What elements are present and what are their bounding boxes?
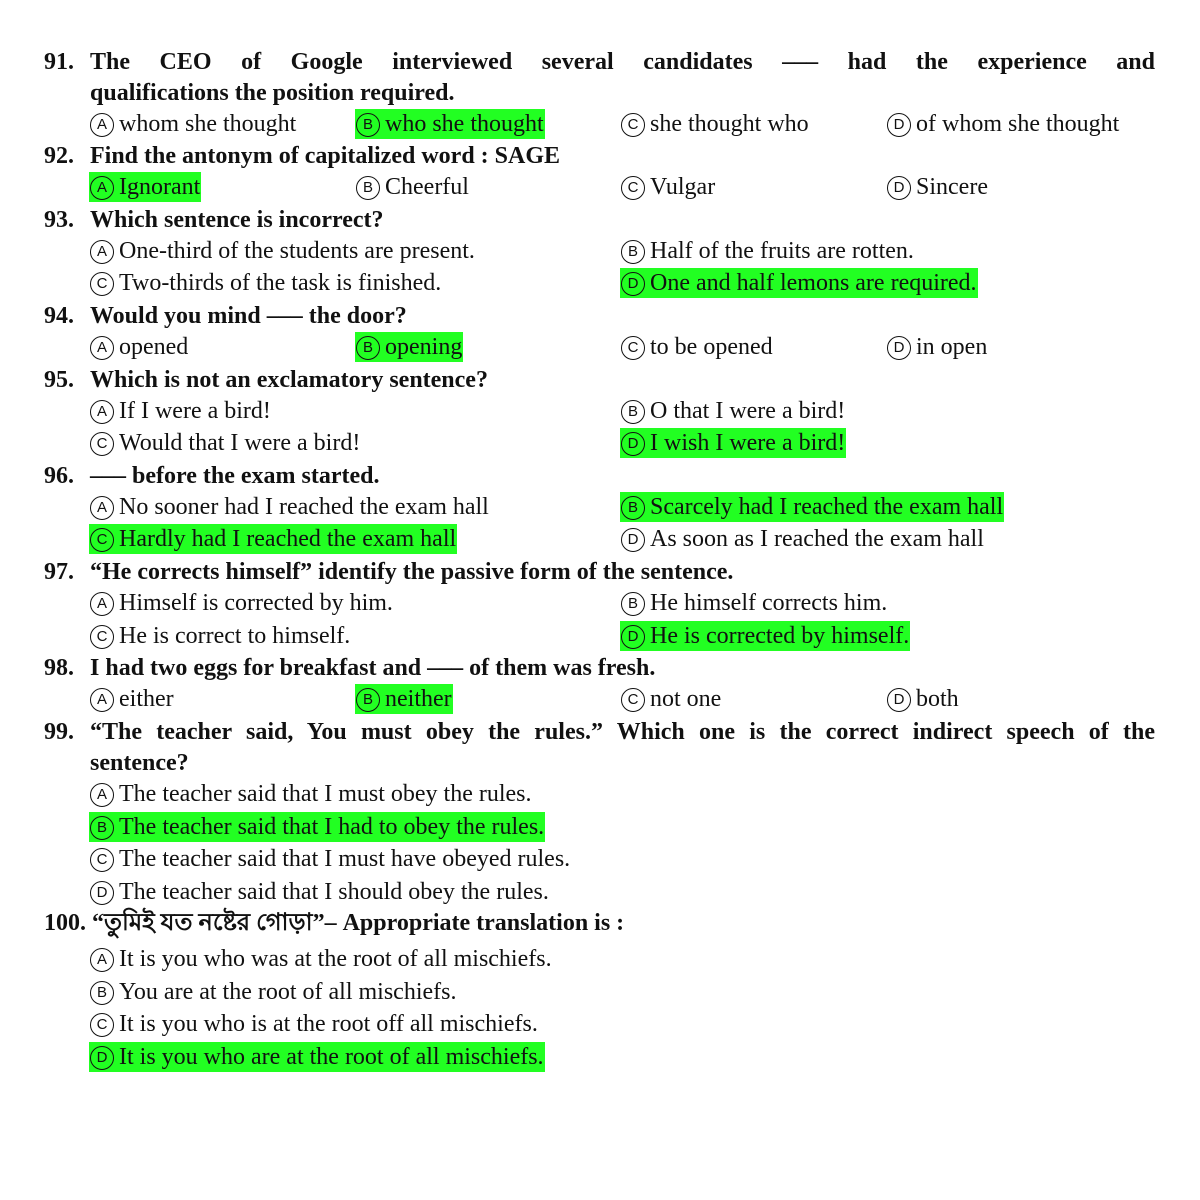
option-text: O that I were a bird!	[650, 398, 846, 424]
question-text: “He corrects himself” identify the passive form of the sentence.	[90, 559, 734, 585]
option-b-correct[interactable]	[355, 332, 463, 362]
option-letter: C	[90, 432, 114, 456]
option-a[interactable]	[89, 109, 297, 139]
option-letter: C	[90, 272, 114, 296]
option-letter: C	[90, 1013, 114, 1037]
option-letter: C	[621, 688, 645, 712]
option-b[interactable]	[620, 396, 846, 426]
question-text: ––– before the exam started.	[90, 463, 380, 489]
option-d[interactable]	[620, 524, 985, 554]
option-a-correct[interactable]	[89, 172, 201, 202]
option-letter: D	[621, 625, 645, 649]
option-text: not one	[650, 686, 722, 712]
option-letter: B	[356, 336, 380, 360]
question-number: 94.	[44, 303, 74, 329]
option-b-correct[interactable]	[89, 812, 545, 842]
question-number: 97.	[44, 559, 74, 585]
option-text: in open	[916, 334, 988, 360]
option-text: neither	[385, 686, 452, 712]
option-letter: D	[621, 528, 645, 552]
option-text: Hardly had I reached the exam hall	[119, 526, 457, 552]
option-text: One and half lemons are required.	[650, 270, 977, 296]
option-d[interactable]	[886, 172, 989, 202]
question-text-cont: qualifications the position required.	[90, 80, 455, 106]
question-number: 98.	[44, 655, 74, 681]
question-number: 99.	[44, 719, 74, 745]
option-text: He is corrected by himself.	[650, 623, 910, 649]
question-text: The CEO of Google interviewed several candidates ––– had the experience and	[90, 49, 1155, 75]
option-text: opening	[385, 334, 463, 360]
option-text: whom she thought	[119, 111, 297, 137]
option-c[interactable]	[89, 844, 571, 874]
option-text: The teacher said that I had to obey the rules.	[119, 814, 545, 840]
option-letter: D	[621, 432, 645, 456]
option-letter: B	[621, 592, 645, 616]
question-number: 93.	[44, 207, 74, 233]
option-c[interactable]	[89, 1009, 539, 1039]
option-a[interactable]	[89, 588, 394, 618]
option-letter: C	[90, 625, 114, 649]
option-letter: D	[887, 336, 911, 360]
option-text: It is you who was at the root of all mischiefs.	[119, 946, 552, 972]
option-c[interactable]	[89, 268, 442, 298]
option-letter: B	[621, 400, 645, 424]
question-number: 92.	[44, 143, 74, 169]
option-text: Half of the fruits are rotten.	[650, 238, 914, 264]
option-letter: B	[356, 688, 380, 712]
option-d-correct[interactable]	[620, 268, 978, 298]
option-letter: A	[90, 948, 114, 972]
option-text: I wish I were a bird!	[650, 430, 846, 456]
option-text: Two-thirds of the task is finished.	[119, 270, 442, 296]
option-text: No sooner had I reached the exam hall	[119, 494, 489, 520]
option-text: who she thought	[385, 111, 544, 137]
option-a[interactable]	[89, 332, 189, 362]
option-letter: C	[621, 336, 645, 360]
option-a[interactable]	[89, 492, 490, 522]
option-c[interactable]	[89, 428, 361, 458]
option-d[interactable]	[89, 877, 550, 907]
option-text: she thought who	[650, 111, 809, 137]
option-text: It is you who are at the root of all mischiefs.	[119, 1044, 544, 1070]
option-text: If I were a bird!	[119, 398, 271, 424]
question-text-cont: sentence?	[90, 750, 189, 776]
option-text: to be opened	[650, 334, 773, 360]
option-text: The teacher said that I must obey the rules.	[119, 781, 532, 807]
question-number: 95.	[44, 367, 74, 393]
question-text: Would you mind ––– the door?	[90, 303, 407, 329]
option-c[interactable]	[620, 109, 810, 139]
question-text: Which is not an exclamatory sentence?	[90, 367, 488, 393]
option-a[interactable]	[89, 396, 272, 426]
option-letter: D	[887, 113, 911, 137]
option-text: As soon as I reached the exam hall	[650, 526, 984, 552]
option-letter: B	[90, 816, 114, 840]
option-b[interactable]	[89, 977, 458, 1007]
option-c[interactable]	[620, 684, 722, 714]
option-text: The teacher said that I must have obeyed rules.	[119, 846, 571, 872]
option-letter: C	[621, 113, 645, 137]
option-letter: B	[621, 496, 645, 520]
option-letter: D	[90, 881, 114, 905]
option-letter: A	[90, 688, 114, 712]
option-letter: D	[887, 176, 911, 200]
option-letter: A	[90, 592, 114, 616]
option-a[interactable]	[89, 779, 533, 809]
option-letter: B	[356, 113, 380, 137]
option-text: either	[119, 686, 174, 712]
option-letter: B	[621, 240, 645, 264]
option-text: You are at the root of all mischiefs.	[119, 979, 457, 1005]
option-c[interactable]	[620, 172, 716, 202]
option-letter: B	[90, 981, 114, 1005]
question-text: Which sentence is incorrect?	[90, 207, 384, 233]
option-letter: C	[90, 848, 114, 872]
question-number: 100.	[44, 910, 86, 936]
option-c[interactable]	[89, 621, 351, 651]
option-text: It is you who is at the root off all mischiefs.	[119, 1011, 538, 1037]
option-text: Ignorant	[119, 174, 201, 200]
option-letter: B	[356, 176, 380, 200]
option-letter: A	[90, 240, 114, 264]
option-b[interactable]	[620, 236, 915, 266]
option-letter: A	[90, 176, 114, 200]
option-letter: A	[90, 113, 114, 137]
option-c[interactable]	[620, 332, 774, 362]
option-d-correct[interactable]	[620, 428, 846, 458]
question-number: 96.	[44, 463, 74, 489]
option-b[interactable]	[620, 588, 888, 618]
option-text: He is correct to himself.	[119, 623, 351, 649]
question-number: 91.	[44, 49, 74, 75]
option-b-correct[interactable]	[620, 492, 1004, 522]
option-letter: D	[887, 688, 911, 712]
option-letter: D	[621, 272, 645, 296]
option-letter: C	[621, 176, 645, 200]
option-text: Vulgar	[650, 174, 716, 200]
option-text: Sincere	[916, 174, 988, 200]
option-text: Scarcely had I reached the exam hall	[650, 494, 1004, 520]
option-text: both	[916, 686, 959, 712]
question-text: “The teacher said, You must obey the rules.” Which one is the correct indirect speech of the	[90, 719, 1155, 745]
option-letter: A	[90, 400, 114, 424]
option-text: opened	[119, 334, 189, 360]
option-letter: A	[90, 336, 114, 360]
option-text: Himself is corrected by him.	[119, 590, 393, 616]
option-a[interactable]	[89, 684, 175, 714]
option-letter: D	[90, 1046, 114, 1070]
option-text: One-third of the students are present.	[119, 238, 475, 264]
option-letter: A	[90, 783, 114, 807]
option-a[interactable]	[89, 944, 553, 974]
option-d[interactable]	[886, 332, 988, 362]
option-text: Cheerful	[385, 174, 469, 200]
option-d[interactable]	[886, 109, 1120, 139]
question-text: Find the antonym of capitalized word : SAGE	[90, 143, 561, 169]
option-d-correct[interactable]	[620, 621, 910, 651]
option-letter: C	[90, 528, 114, 552]
question-text: I had two eggs for breakfast and ––– of them was fresh.	[90, 655, 656, 681]
option-c-correct[interactable]	[89, 524, 457, 554]
option-letter: A	[90, 496, 114, 520]
option-d-correct[interactable]	[89, 1042, 545, 1072]
option-text: He himself corrects him.	[650, 590, 888, 616]
option-d[interactable]	[886, 684, 960, 714]
option-b[interactable]	[355, 172, 470, 202]
option-text: Would that I were a bird!	[119, 430, 361, 456]
option-text: of whom she thought	[916, 111, 1120, 137]
option-b-correct[interactable]	[355, 109, 545, 139]
option-text: The teacher said that I should obey the rules.	[119, 879, 549, 905]
option-b-correct[interactable]	[355, 684, 453, 714]
question-text: “তুমিই যত নষ্টের গোড়া”– Appropriate translation is :	[92, 910, 625, 936]
option-a[interactable]	[89, 236, 476, 266]
